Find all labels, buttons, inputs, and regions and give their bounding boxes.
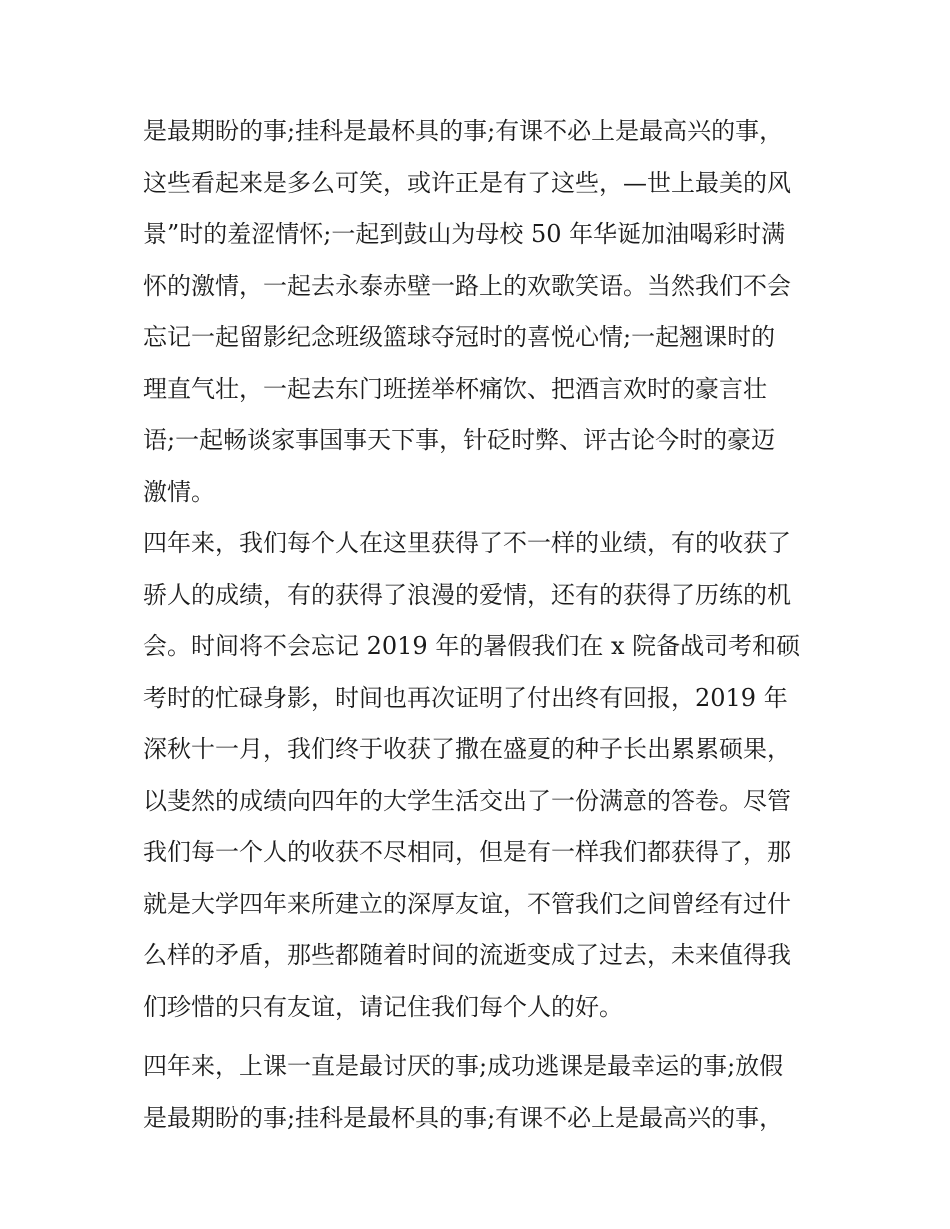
text-line: 激情。 — [143, 477, 215, 506]
text-line: 理直气壮，一起去东门班搓举杯痛饮、把酒言欢时的豪言壮 — [143, 374, 767, 403]
text-line: 我们每一个人的收获不尽相同，但是有一样我们都获得了，那 — [143, 838, 791, 866]
text-line: 四年来，上课一直是最讨厌的事;成功逃课是最幸运的事;放假 — [143, 1052, 784, 1080]
text-line: 们珍惜的只有友谊，请记住我们每个人的好。 — [143, 992, 623, 1021]
text-line: 么样的矛盾，那些都随着时间的流逝变成了过去，未来值得我 — [143, 941, 791, 969]
text-line: 骄人的成绩，有的获得了浪漫的爱情，还有的获得了历练的机 — [143, 580, 791, 609]
document-body — [143, 106, 811, 1144]
text-line: 是最期盼的事;挂科是最杯具的事;有课不必上是最高兴的事， — [143, 117, 784, 145]
text-line: 就是大学四年来所建立的深厚友谊，不管我们之间曾经有过什 — [143, 889, 791, 918]
text-line: 深秋十一月，我们终于收获了撒在盛夏的种子长出累累硕果， — [143, 735, 791, 763]
text-line: 语;一起畅谈家事国事天下事，针砭时弊、评古论今时的豪迈 — [143, 426, 776, 454]
paragraph-1 — [143, 106, 811, 518]
text-line: 怀的激情，一起去永泰赤壁一路上的欢歌笑语。当然我们不会 — [143, 271, 791, 300]
text-line: 是最期盼的事;挂科是最杯具的事;有课不必上是最高兴的事， — [143, 1103, 784, 1132]
text-line: 会。时间将不会忘记 2019 年的暑假我们在 x 院备战司考和硕 — [143, 632, 801, 660]
paragraph-3 — [143, 1041, 811, 1144]
text-line: 忘记一起留影纪念班级篮球夺冠时的喜悦心情;一起翘课时的 — [143, 323, 776, 351]
paragraph-spacer — [143, 1033, 811, 1041]
text-line: 四年来，我们每个人在这里获得了不一样的业绩，有的收获了 — [143, 529, 791, 557]
text-line: 以斐然的成绩向四年的大学生活交出了一份满意的答卷。尽管 — [143, 786, 791, 815]
text-line: 考时的忙碌身影，时间也再次证明了付出终有回报，2019 年 — [143, 683, 788, 712]
paragraph-2 — [143, 518, 811, 1033]
text-line: 这些看起来是多么可笑，或许正是有了这些，—世上最美的风 — [143, 168, 791, 197]
text-line: 景”时的羞涩情怀;一起到鼓山为母校 50 年华诞加油喝彩时满 — [143, 220, 786, 248]
